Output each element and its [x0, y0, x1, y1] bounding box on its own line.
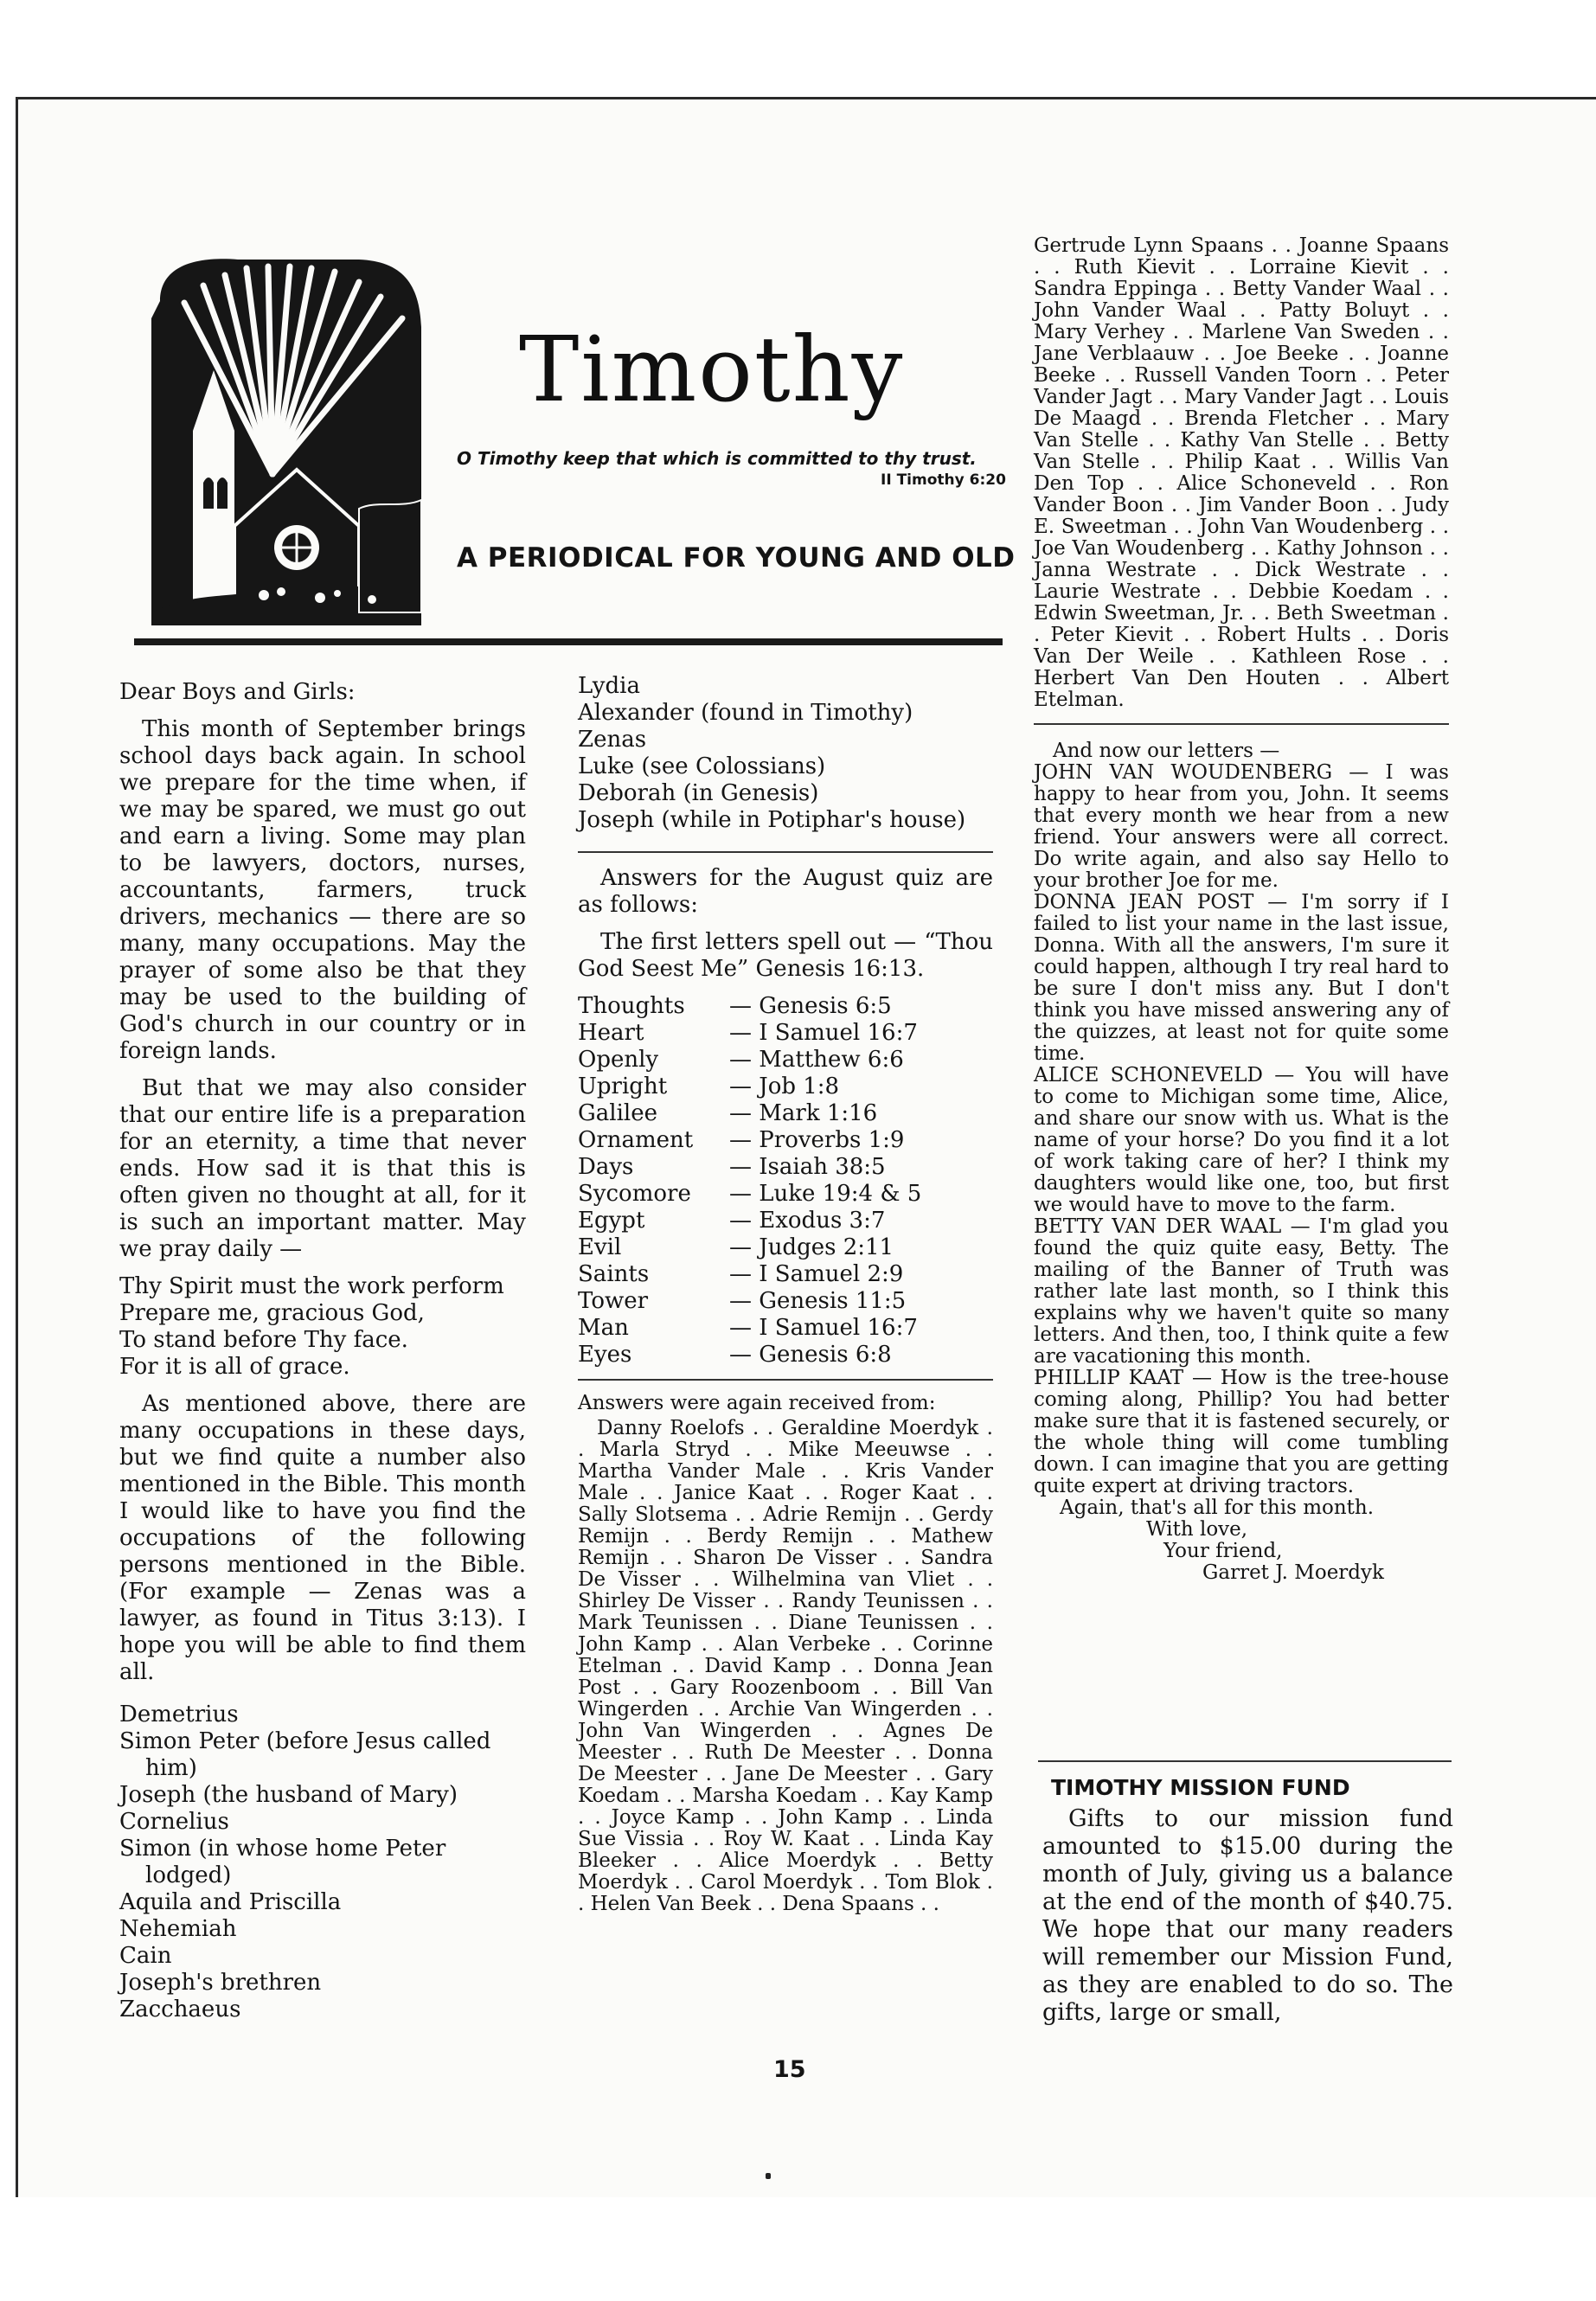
list-item: Zacchaeus — [119, 1997, 241, 2022]
table-row — [578, 1074, 976, 1100]
page-mark — [766, 2173, 771, 2179]
divider — [578, 1379, 993, 1381]
letter-reply: PHILLIP KAAT — How is the tree-house coming along, Phillip? You had better make sure that it is fastened securely, or the whole thing will come tumbling down. I can imagine that you are getting quite expert at driving tractors. — [1034, 1367, 1449, 1497]
list-item: Demetrius — [119, 1702, 239, 1727]
letter-reply: ALICE SCHONEVELD — You will have to come to Michigan some time, Alice, and share our snow with us. What is the name of your horse? Do you find it a lot of work taking care of her? I think my daughters would like one, too, but first we would have to move to the farm. — [1034, 1064, 1449, 1216]
signature: Garret J. Moerdyk — [1202, 1561, 1384, 1584]
table-row — [578, 1261, 976, 1288]
poem-line: Thy Spirit must the work perform — [119, 1273, 504, 1299]
list-item: Zenas — [578, 727, 647, 753]
quiz-reference: — Exodus 3:7 — [729, 1208, 886, 1234]
table-row — [578, 1342, 976, 1368]
divider — [1034, 723, 1449, 725]
letter-reply: BETTY VAN DER WAAL — I'm glad you found the quiz quite easy, Betty. The mailing of the Banner of Truth was rather late last month, so I think this explains why we haven't quite so many letters. And then, too, I think quite a few are vacationing this month. — [1034, 1215, 1449, 1368]
motto-reference: II Timothy 6:20 — [881, 471, 1006, 489]
list-item: Joseph's brethren — [119, 1970, 322, 1996]
closing-love: With love, — [1146, 1518, 1248, 1541]
first-letters: The first letters spell out — “Thou God Seest Me” Genesis 16:13. — [578, 929, 993, 982]
letters-intro: And now our letters — — [1053, 740, 1280, 762]
list-item: Simon (in whose home Peter lodged) — [119, 1836, 446, 1888]
church-woodcut-logo — [143, 249, 437, 625]
list-item: Luke (see Colossians) — [578, 753, 826, 779]
quiz-word: Upright — [578, 1074, 668, 1099]
list-item: Aquila and Priscilla — [119, 1889, 342, 1915]
list-item: Simon Peter (before Jesus called him) — [119, 1728, 491, 1781]
column-right — [1034, 235, 1449, 1584]
table-row — [578, 1154, 976, 1181]
quiz-reference: — Judges 2:11 — [729, 1234, 894, 1260]
table-row — [578, 1047, 976, 1074]
list-item: Lydia — [578, 673, 640, 699]
quiz-reference: — Matthew 6:6 — [729, 1047, 904, 1073]
quiz-reference: — Isaiah 38:5 — [729, 1154, 886, 1180]
mission-fund-title: TIMOTHY MISSION FUND — [1051, 1775, 1350, 1800]
received-list — [578, 1393, 993, 1915]
quiz-word: Heart — [578, 1020, 644, 1046]
list-item: Alexander (found in Timothy) — [578, 700, 913, 726]
table-row — [578, 1208, 976, 1234]
quiz-reference: — Genesis 6:5 — [729, 993, 892, 1019]
quiz-word: Ornament — [578, 1127, 694, 1153]
table-row — [578, 1100, 976, 1127]
header-rule — [134, 638, 1003, 645]
persons-list — [119, 1702, 526, 2023]
signoff — [1034, 1497, 1449, 1584]
persons-list — [578, 673, 993, 834]
poem-line: To stand before Thy face. — [119, 1327, 408, 1353]
quiz-reference: — I Samuel 16:7 — [729, 1020, 918, 1046]
periodical-title: Timothy — [519, 317, 905, 422]
column-middle — [578, 673, 993, 1915]
table-row — [578, 1020, 976, 1047]
letter-reply: DONNA JEAN POST — I'm sorry if I failed to list your name in the last issue, Donna. With all the answers, I'm sure it could happen, although I try real hard to be sure I don't miss any. But I don't think you have missed answering any of the quizzes, at least not for quite some time. — [1034, 891, 1449, 1065]
list-item: Joseph (the husband of Mary) — [119, 1782, 458, 1808]
paragraph: This month of September brings school days back again. In school we prepare for the time when, if we may be spared, we must go out and earn a living. Some may plan to be lawyers, doctors, nurses, accountants, farmers, truck drivers, mechanics — there are so many, many occupations. May the prayer of some also be that they may be used to the building of God's church in our country or in foreign lands. — [119, 716, 526, 1064]
paragraph: But that we may also consider that our entire life is a preparation for an eternity, a time that never ends. How sad it is that this is often given no thought at all, for it is such an important matter. May we pray daily — — [119, 1075, 526, 1262]
quiz-reference: — I Samuel 2:9 — [729, 1261, 904, 1287]
closing-friend: Your friend, — [1163, 1540, 1283, 1562]
quiz-word: Egypt — [578, 1208, 645, 1234]
quiz-reference: — Luke 19:4 & 5 — [729, 1181, 922, 1207]
poem-line: For it is all of grace. — [119, 1354, 350, 1380]
quiz-word: Days — [578, 1154, 634, 1180]
closing-line: Again, that's all for this month. — [1060, 1497, 1375, 1519]
motto: O Timothy keep that which is committed to thy trust. — [457, 448, 977, 469]
mission-fund-text: Gifts to our mission fund amounted to $15.00 during the month of July, giving us a balance at the end of the month of $40.75. We hope that our many readers will remember our Mission Fund, as they are enabled to do so. The gifts, large or small, — [1042, 1805, 1453, 2026]
list-item: Joseph (while in Potiphar's house) — [578, 807, 966, 833]
list-item: Nehemiah — [119, 1916, 237, 1942]
quiz-reference: — Genesis 11:5 — [729, 1288, 907, 1314]
divider — [578, 851, 993, 853]
table-row — [578, 1181, 976, 1208]
quiz-reference: — Genesis 6:8 — [729, 1342, 892, 1368]
quiz-word: Openly — [578, 1047, 659, 1073]
quiz-reference: — I Samuel 16:7 — [729, 1315, 918, 1341]
letter-reply: JOHN VAN WOUDENBERG — I was happy to hear from you, John. It seems that every month we hear from a new friend. Your answers were all correct. Do write again, and also say Hello to your brother Joe for me. — [1034, 761, 1449, 892]
quiz-word: Sycomore — [578, 1181, 691, 1207]
quiz-reference: — Proverbs 1:9 — [729, 1127, 905, 1153]
quiz-reference: — Mark 1:16 — [729, 1100, 878, 1126]
table-row — [578, 993, 976, 1020]
quiz-reference: — Job 1:8 — [729, 1074, 840, 1099]
quiz-word: Eyes — [578, 1342, 632, 1368]
greeting: Dear Boys and Girls: — [119, 679, 356, 705]
table-row — [578, 1288, 976, 1315]
list-item: Deborah (in Genesis) — [578, 780, 819, 806]
received-names-continued: Gertrude Lynn Spaans . . Joanne Spaans . . Ruth Kievit . . Lorraine Kievit . . Sandra Eppinga . . Betty Vander Waal . . John Vander Waal . . Patty Boluyt . . Mary Verhey . . Marlene Van Sweden . . Jane Verblaauw . . Joe Beeke . . Joanne Beeke . . Russell Vanden Toorn . . Peter Vander Jagt . . Mary Vander Jagt . . Louis De Maagd . . Brenda Fletcher . . Mary Van Stelle . . Kathy Van Stelle . . Betty Van Stelle . . Philip Kaat . . Willis Van Den Top . . Alice Schoneveld . . Ron Vander Boon . . Jim Vander Boon . . Judy E. Sweetman . . John Van Woudenberg . . Joe Van Woudenberg . . Kathy Johnson . . Janna Westrate . . Dick Westrate . . Laurie Westrate . . Debbie Koedam . . Edwin Sweetman, Jr. . . Beth Sweetman . . Peter Kievit . . Robert Hults . . Doris Van Der Weile . . Kathleen Rose . . Herbert Van Den Houten . . Albert Etelman. — [1034, 234, 1449, 711]
table-row — [578, 1234, 976, 1261]
table-row — [578, 1315, 976, 1342]
poem — [119, 1273, 526, 1381]
quiz-word: Galilee — [578, 1100, 657, 1126]
quiz-answers-table — [578, 993, 976, 1368]
page-number: 15 — [773, 2056, 806, 2083]
divider — [1038, 1760, 1452, 1762]
quiz-word: Tower — [578, 1288, 649, 1314]
column-left — [119, 679, 526, 2023]
quiz-word: Saints — [578, 1261, 650, 1287]
received-names: Danny Roelofs . . Geraldine Moerdyk . . Marla Stryd . . Mike Meeuwse . . Martha Vander Male . . Kris Vander Male . . Janice Kaat . . Roger Kaat . . Sally Slotsema . . Adrie Remijn . . Gerdy Remijn . . Berdy Remijn . . Mathew Remijn . . Sharon De Visser . . Sandra De Visser . . Wilhelmina van Vliet . . Shirley De Visser . . Randy Teunissen . . Mark Teunissen . . Diane Teunissen . . John Kamp . . Alan Verbeke . . Corinne Etelman . . David Kamp . . Donna Jean Post . . Gary Roozenboom . . Bill Van Wingerden . . Archie Van Wingerden . . John Van Wingerden . . Agnes De Meester . . Ruth De Meester . . Donna De Meester . . Jane De Meester . . Gary Koedam . . Marsha Koedam . . Kay Kamp . . Joyce Kamp . . John Kamp . . Linda Sue Vissia . . Roy W. Kaat . . Linda Kay Bleeker . . Alice Moerdyk . . Betty Moerdyk . . Carol Moerdyk . . Tom Blok . . Helen Van Beek . . Dena Spaans . . — [578, 1417, 993, 1915]
quiz-word: Thoughts — [578, 993, 685, 1019]
mission-fund — [1042, 1775, 1453, 2027]
tagline: A PERIODICAL FOR YOUNG AND OLD — [457, 542, 1016, 574]
poem-line: Prepare me, gracious God, — [119, 1300, 425, 1326]
quiz-word: Evil — [578, 1234, 622, 1260]
received-intro: Answers were again received from: — [578, 1392, 936, 1414]
answers-intro: Answers for the August quiz are as follows: — [578, 865, 993, 918]
list-item: Cain — [119, 1943, 172, 1969]
paragraph: As mentioned above, there are many occupations in these days, but we find quite a number also mentioned in the Bible. This month I would like to have you find the occupations of the following persons mentioned in the Bible. (For example — Zenas was a lawyer, as found in Titus 3:13). I hope you will be able to find them all. — [119, 1391, 526, 1685]
quiz-word: Man — [578, 1315, 629, 1341]
table-row — [578, 1127, 976, 1154]
list-item: Cornelius — [119, 1809, 229, 1835]
